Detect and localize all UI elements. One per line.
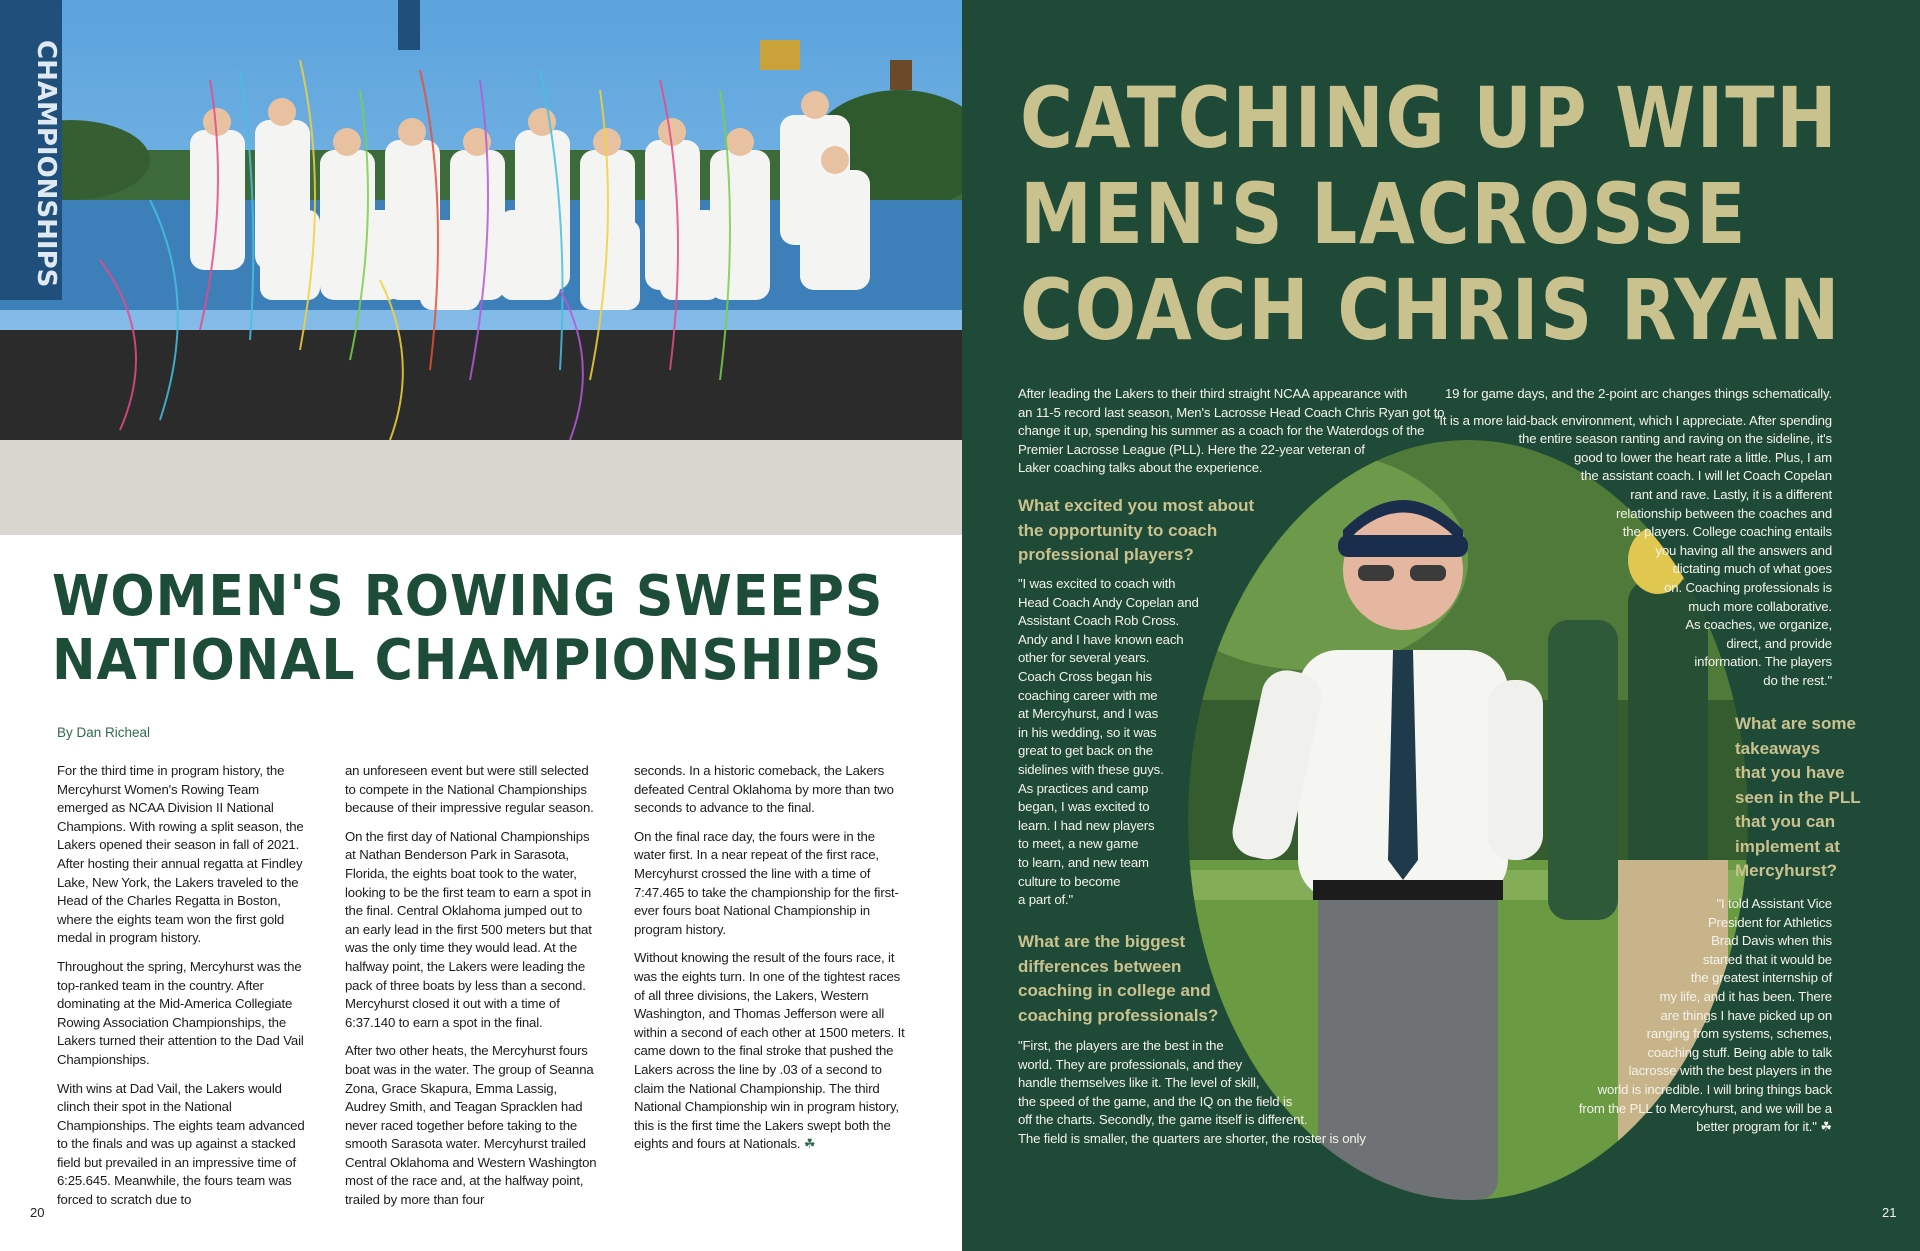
text-line: Brad Davis when this <box>1711 933 1832 949</box>
text-line: began, I was excited to <box>1018 799 1150 815</box>
question-line: that you have <box>1735 763 1845 782</box>
question-line: takeaways <box>1735 738 1821 758</box>
intro-text <box>1018 385 1444 478</box>
text-line: Andy and I have known each <box>1018 631 1184 647</box>
paragraph <box>634 949 909 1154</box>
answer-1 <box>1018 575 1199 910</box>
paragraph: Throughout the spring, Mercyhurst was the top-ranked team in the country. After dominating at the Mid-America Collegiate Rowing Association Championships, the Lakers turned their attention to the Dad Vail Championships. <box>57 958 304 1067</box>
text-line: good to lower the heart rate a little. Plus, I am <box>1573 449 1832 465</box>
question-line: What are the biggest <box>1018 932 1186 951</box>
paragraph: On the first day of National Championships at Nathan Benderson Park in Sarasota, Florida, the eights boat took to the water, looking to be the first team to earn a spot in the final. Central Oklahoma jumped out to an early lead in the first 500 meters but that was the only time they would lead. At the halfway point, the Lakers were leading the pack of three boats by less than a second. Mercyhurst closed it out with a time of 6:37.140 to earn a spot in the final. <box>345 828 592 1030</box>
paragraph-text: Without knowing the result of the fours race, it was the eights turn. In one of the tightest races of all three divisions, the Lakers, Western Washington, and Thomas Jefferson were all within a second of each other at 1500 meters. It came down to the final stroke that pushed the Lakers across the line by .03 of a second to claim the National Championship. The third National Championship win in program history, this is the first time the Lakers swept both the eights and fours at Nationals. <box>634 950 905 1152</box>
text-line: do the rest." <box>1763 672 1832 688</box>
article-column-2 <box>345 762 600 1220</box>
text-line: the assistant coach. I will let Coach Copelan <box>1580 468 1832 484</box>
question-line: coaching professionals? <box>1018 1005 1219 1025</box>
article-column-3 <box>634 762 909 1164</box>
text-line: lacrosse with the best players in the <box>1628 1063 1832 1079</box>
text-line: information. The players <box>1694 654 1832 670</box>
text-line: The field is smaller, the quarters are shorter, the roster is only <box>1018 1130 1366 1146</box>
text-line: my life, and it has been. There <box>1659 988 1832 1004</box>
text-line: better program for it." ☘ <box>1696 1119 1832 1135</box>
question-line: the opportunity to coach <box>1018 520 1218 540</box>
text-line: you having all the answers and <box>1655 542 1832 558</box>
headline-line-3: COACH CHRIS RYAN <box>1020 261 1842 359</box>
text-line <box>1435 404 1832 412</box>
text-line: Premier Lacrosse League (PLL). Here the 22-year veteran of <box>1018 441 1365 457</box>
text-line: an 11-5 record last season, Men's Lacrosse Head Coach Chris Ryan got to <box>1018 404 1445 420</box>
paragraph: On the final race day, the fours were in the water first. In a near repeat of the first race, Mercyhurst crossed the line with a time of 7:47.465 to take the championship for the first-ever fours boat National Championship in program history. <box>634 828 899 937</box>
text-line: a part of." <box>1018 892 1074 908</box>
paragraph: an unforeseen event but were still selected to compete in the National Championships because of their impressive regular season. <box>345 763 594 816</box>
lacrosse-headline <box>1020 69 1842 359</box>
question-line: professional players? <box>1018 545 1194 564</box>
paragraph: With wins at Dad Vail, the Lakers would clinch their spot in the National Championships. The eights team advanced to the finals and was up against a stacked field but prevailed in an impressive time of 6:25.645. Meanwhile, the fours team was forced to scratch due to <box>57 1080 305 1208</box>
text-line: direct, and provide <box>1726 635 1832 651</box>
text-line: other for several years. <box>1018 650 1150 666</box>
text-line: the entire season ranting and raving on the sideline, it's <box>1518 431 1832 447</box>
text-line: As practices and camp <box>1018 780 1149 796</box>
text-line: much more collaborative. <box>1688 598 1832 614</box>
headline-line-2: MEN'S LACROSSE <box>1020 165 1748 263</box>
text-line: President for Athletics <box>1707 914 1832 930</box>
text-line: at Mercyhurst, and I was <box>1018 706 1159 722</box>
text-line: to learn, and new team <box>1018 854 1149 870</box>
text-line: rant and rave. Lastly, it is a different <box>1630 486 1832 502</box>
question-line: What excited you most about <box>1018 496 1255 515</box>
paragraph: seconds. In a historic comeback, the Lakers defeated Central Oklahoma by more than two seconds to advance to the final. <box>634 763 894 816</box>
text-line: the speed of the game, and the IQ on the field is <box>1018 1093 1293 1109</box>
paragraph: For the third time in program history, the Mercyhurst Women's Rowing Team emerged as NCAA Division II National Champions. With rowing a split season, the Lakers opened their season in fall of 2021. After hosting their annual regatta at Findley Lake, New York, the Lakers traveled to the Head of the Charles Regatta in Boston, where the eights team won the first gold medal in program history. <box>57 763 304 946</box>
text-line: Coach Cross began his <box>1018 668 1152 684</box>
question-2 <box>1018 930 1218 1028</box>
text-line: After leading the Lakers to their third straight NCAA appearance with <box>1018 386 1408 401</box>
text-line: dictating much of what goes <box>1672 561 1832 577</box>
question-line: that you can <box>1735 812 1836 831</box>
text-line: handle themselves like it. The level of skill, <box>1018 1075 1260 1091</box>
text-line: from the PLL to Mercyhurst, and we will be a <box>1578 1100 1832 1116</box>
question-1 <box>1018 494 1254 568</box>
answer-2-continued <box>1435 385 1832 691</box>
rowing-photo-illustration <box>0 0 962 535</box>
page-number-right: 21 <box>1882 1205 1897 1220</box>
text-line: change it up, spending his summer as a coach for the Waterdogs of the <box>1018 423 1425 439</box>
answer-2 <box>1018 1037 1366 1149</box>
text-line: "First, the players are the best in the <box>1018 1038 1224 1053</box>
text-line: on. Coaching professionals is <box>1664 579 1832 595</box>
rowing-headline <box>52 564 884 693</box>
text-line: the greatest internship of <box>1690 970 1832 986</box>
text-line: Laker coaching talks about the experience. <box>1018 460 1263 476</box>
text-line: "I was excited to coach with <box>1018 576 1176 591</box>
banner-text: CHAMPIONSHIPS <box>31 40 61 288</box>
text-line: 19 for game days, and the 2-point arc changes things schematically. <box>1444 386 1832 401</box>
headline-line-2: NATIONAL CHAMPIONSHIPS <box>52 628 883 693</box>
byline: By Dan Richeal <box>57 725 151 740</box>
question-line: implement at <box>1735 836 1840 856</box>
question-line: Mercyhurst? <box>1735 861 1838 880</box>
article-column-1 <box>57 762 307 1220</box>
text-line: "It is a more laid-back environment, which I appreciate. After spending <box>1434 412 1832 428</box>
text-line: Assistant Coach Rob Cross. <box>1018 613 1180 629</box>
answer-3 <box>1579 895 1832 1137</box>
paragraph: After two other heats, the Mercyhurst fours boat was in the water. The group of Seanna Zona, Grace Skapura, Emma Lassig, Audrey Smith, and Teagan Spracklen had never raced together before taking to the smooth Sarasota water. Mercyhurst trailed Central Oklahoma and Western Washington most of the race and, at the halfway point, trailed by more than four <box>345 1043 597 1208</box>
text-line: relationship between the coaches and <box>1615 505 1832 521</box>
text-line: As coaches, we organize, <box>1685 617 1832 633</box>
headline-line-1: CATCHING UP WITH <box>1020 69 1839 167</box>
text-line: to meet, a new game <box>1018 836 1139 852</box>
text-line: off the charts. Secondly, the game itself is different. <box>1018 1112 1308 1128</box>
question-line: seen in the PLL <box>1735 787 1861 807</box>
question-line: What are some <box>1735 714 1856 733</box>
text-line: coaching stuff. Being able to talk <box>1647 1044 1832 1060</box>
text-line: "I told Assistant Vice <box>1716 896 1832 911</box>
text-line: the players. College coaching entails <box>1622 524 1832 540</box>
text-line: are things I have picked up on <box>1660 1007 1832 1023</box>
page-number-left: 20 <box>30 1205 45 1220</box>
text-line: world. They are professionals, and they <box>1018 1056 1243 1072</box>
text-line: in his wedding, so it was <box>1018 724 1157 740</box>
question-line: differences between <box>1018 956 1182 976</box>
rowing-team-photo <box>0 0 962 535</box>
text-line: great to get back on the <box>1018 743 1153 759</box>
text-line: ranging from systems, schemes, <box>1646 1026 1832 1042</box>
shamrock-icon: ☘ <box>803 1136 816 1152</box>
headline-line-1: WOMEN'S ROWING SWEEPS <box>52 564 884 629</box>
question-3 <box>1735 712 1861 884</box>
text-line: culture to become <box>1018 873 1121 889</box>
text-line: learn. I had new players <box>1018 817 1155 833</box>
text-line: started that it would be <box>1702 951 1832 967</box>
text-line: world is incredible. I will bring things back <box>1597 1081 1832 1097</box>
text-line: Head Coach Andy Copelan and <box>1018 594 1199 610</box>
text-line: sidelines with these guys. <box>1018 761 1164 777</box>
right-page <box>962 0 1920 1251</box>
question-line: coaching in college and <box>1018 981 1211 1000</box>
text-line: coaching career with me <box>1018 687 1158 703</box>
